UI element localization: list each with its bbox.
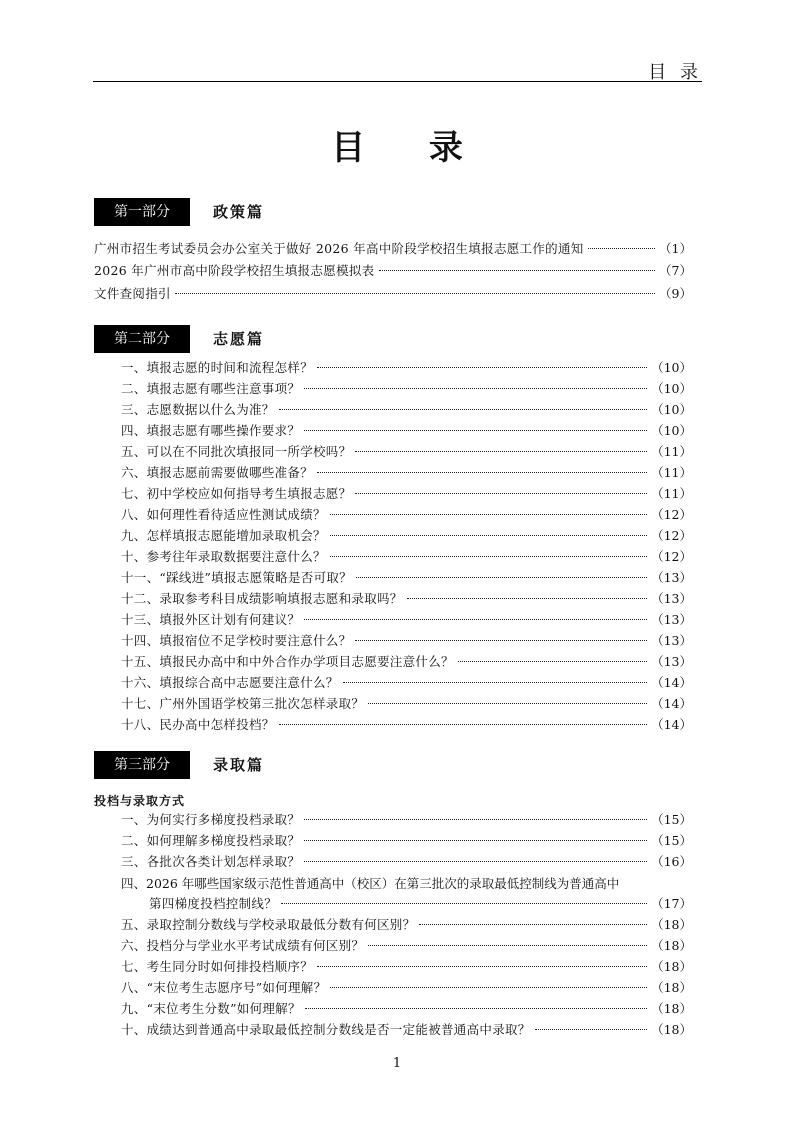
toc-entry-page: （18） <box>651 1001 692 1016</box>
dot-leader <box>279 724 647 725</box>
dot-leader <box>317 367 647 368</box>
part-badge: 第三部分 <box>94 751 190 779</box>
toc-entry-title: 三、志愿数据以什么为准？ <box>121 402 275 417</box>
toc-entry-title: 三、各批次各类计划怎样录取？ <box>121 854 301 869</box>
toc-entry-page: （10） <box>651 360 692 375</box>
toc-entry-page: （16） <box>651 854 692 869</box>
toc-entry-page: （18） <box>651 959 692 974</box>
toc-entry[interactable] <box>121 936 692 956</box>
part-name: 政策篇 <box>213 203 265 221</box>
toc-entry-page: （10） <box>651 381 692 396</box>
toc-entry-page: （13） <box>651 591 692 606</box>
toc-entry-page: （15） <box>651 812 692 827</box>
toc-entry-title: 十五、填报民办高中和中外合作办学项目志愿要注意什么？ <box>121 654 454 669</box>
toc-entry-title: 十、成绩达到普通高中录取最低控制分数线是否一定能被普通高中录取？ <box>121 1022 531 1037</box>
toc-entry[interactable] <box>121 978 692 998</box>
toc-entry[interactable] <box>121 852 692 872</box>
dot-leader <box>317 472 647 473</box>
toc-entry-page: （12） <box>651 528 692 543</box>
dot-leader <box>330 556 647 557</box>
toc-entry-title: 2026 年广州市高中阶段学校招生填报志愿模拟表 <box>94 263 375 278</box>
toc-entry-title: 五、可以在不同批次填报同一所学校吗？ <box>121 444 352 459</box>
toc-entry[interactable] <box>121 810 692 830</box>
toc-entry-page: （11） <box>651 465 692 480</box>
toc-entry[interactable] <box>94 284 692 304</box>
dot-leader <box>304 619 647 620</box>
toc-entry-page: （18） <box>651 938 692 953</box>
dot-leader <box>304 430 647 431</box>
toc-entry[interactable] <box>121 715 692 735</box>
toc-entry-title: 六、投档分与学业水平考试成绩有何区别？ <box>121 938 365 953</box>
toc-entry[interactable] <box>121 957 692 977</box>
toc-entry-title: 十二、录取参考科目成绩影响填报志愿和录取吗？ <box>121 591 403 606</box>
toc-entry[interactable] <box>121 694 692 714</box>
dot-leader <box>356 577 647 578</box>
toc-entry-title: 四、填报志愿有哪些操作要求？ <box>121 423 301 438</box>
dot-leader <box>175 293 655 294</box>
toc-entry-page: （1） <box>659 241 692 256</box>
toc-entry-title-continued: 第四梯度投档控制线？ <box>149 896 278 911</box>
dot-leader <box>588 248 655 249</box>
toc-entry-title: 一、填报志愿的时间和流程怎样？ <box>121 360 314 375</box>
toc-entry[interactable] <box>121 652 692 672</box>
dot-leader <box>368 703 647 704</box>
dot-leader <box>355 493 647 494</box>
toc-entry[interactable] <box>121 484 692 504</box>
toc-entry-page: （18） <box>651 980 692 995</box>
toc-entry-page: （7） <box>659 263 692 278</box>
toc-entry-page: （9） <box>659 286 692 301</box>
toc-entry-page: （18） <box>651 917 692 932</box>
toc-entry[interactable] <box>121 400 692 420</box>
toc-entry-page: （14） <box>651 717 692 732</box>
toc-entry[interactable] <box>121 631 692 651</box>
toc-entry-page: （11） <box>651 486 692 501</box>
dot-leader <box>355 640 647 641</box>
toc-entry[interactable] <box>121 831 692 851</box>
toc-entry-title: 十六、填报综合高中志愿要注意什么？ <box>121 675 339 690</box>
dot-leader <box>281 903 647 904</box>
dot-leader <box>279 409 647 410</box>
toc-entry-page: （11） <box>651 444 692 459</box>
toc-entry-page: （15） <box>651 833 692 848</box>
dot-leader <box>419 924 647 925</box>
toc-entry-title: 十一、“踩线进”填报志愿策略是否可取？ <box>121 570 352 585</box>
running-header <box>93 56 702 82</box>
toc-entry-page: （14） <box>651 675 692 690</box>
toc-entry[interactable] <box>121 915 692 935</box>
toc-entry[interactable] <box>121 999 692 1019</box>
toc-entry-title: 二、如何理解多梯度投档录取？ <box>121 833 301 848</box>
dot-leader <box>458 661 647 662</box>
toc-entry[interactable] <box>121 568 692 588</box>
toc-entry-title: 六、填报志愿前需要做哪些准备？ <box>121 465 314 480</box>
dot-leader <box>368 945 647 946</box>
toc-entry[interactable] <box>121 421 692 441</box>
toc-entry-title: 九、“末位考生分数”如何理解？ <box>121 1001 301 1016</box>
part-name: 志愿篇 <box>213 330 265 348</box>
toc-entry-title: 七、考生同分时如何排投档顺序？ <box>121 959 314 974</box>
toc-entry-title: 十四、填报宿位不足学校时要注意什么？ <box>121 633 352 648</box>
toc-entry[interactable] <box>121 673 692 693</box>
toc-entry-page: （13） <box>651 654 692 669</box>
toc-entry-title: 八、“末位考生志愿序号”如何理解？ <box>121 980 327 995</box>
toc-entry[interactable] <box>121 358 692 378</box>
toc-entry-page: （14） <box>651 696 692 711</box>
toc-entry-page: （18） <box>651 1022 692 1037</box>
toc-entry-title: 七、初中学校应如何指导考生填报志愿？ <box>121 486 352 501</box>
toc-entry-title[interactable]: 四、2026 年哪些国家级示范性普通高中（校区）在第三批次的录取最低控制线为普通高中 <box>121 876 620 891</box>
toc-entry-page: （13） <box>651 612 692 627</box>
dot-leader <box>330 987 647 988</box>
toc-entry[interactable] <box>121 547 692 567</box>
toc-entry[interactable] <box>121 463 692 483</box>
dot-leader <box>330 535 647 536</box>
part-badge: 第一部分 <box>94 198 190 226</box>
toc-entry-title: 十八、民办高中怎样投档？ <box>121 717 275 732</box>
toc-entry[interactable] <box>121 589 692 609</box>
running-header-title: 目 录 <box>648 62 702 83</box>
toc-entry-title: 一、为何实行多梯度投档录取？ <box>121 812 301 827</box>
toc-entry-page: （17） <box>651 896 692 911</box>
toc-entry-page: （12） <box>651 549 692 564</box>
dot-leader <box>535 1029 647 1030</box>
toc-entry[interactable] <box>149 894 692 914</box>
toc-entry[interactable] <box>121 379 692 399</box>
page-number: 1 <box>392 1056 402 1071</box>
toc-entry[interactable] <box>121 610 692 630</box>
dot-leader <box>407 598 647 599</box>
dot-leader <box>304 861 647 862</box>
part-name: 录取篇 <box>213 756 265 774</box>
dot-leader <box>379 270 656 271</box>
toc-entry-title: 二、填报志愿有哪些注意事项？ <box>121 381 301 396</box>
toc-entry-page: （13） <box>651 570 692 585</box>
toc-entry[interactable] <box>94 239 692 259</box>
toc-entry[interactable] <box>121 442 692 462</box>
toc-entry-page: （10） <box>651 423 692 438</box>
toc-entry-page: （13） <box>651 633 692 648</box>
dot-leader <box>317 966 647 967</box>
dot-leader <box>304 840 647 841</box>
dot-leader <box>304 819 647 820</box>
dot-leader <box>304 388 647 389</box>
toc-entry-title: 五、录取控制分数线与学校录取最低分数有何区别？ <box>121 917 416 932</box>
toc-entry[interactable] <box>121 526 692 546</box>
toc-entry-title: 文件查阅指引 <box>94 286 171 301</box>
dot-leader <box>343 682 647 683</box>
toc-entry[interactable] <box>121 505 692 525</box>
dot-leader <box>355 451 647 452</box>
dot-leader <box>305 1008 647 1009</box>
toc-entry-title: 十、参考往年录取数据要注意什么？ <box>121 549 326 564</box>
toc-entry-page: （10） <box>651 402 692 417</box>
page-title: 目 录 <box>331 128 489 168</box>
toc-entry-title: 十三、填报外区计划有何建议？ <box>121 612 301 627</box>
toc-entry[interactable] <box>94 261 692 281</box>
section-subheading: 投档与录取方式 <box>94 794 186 808</box>
toc-entry-title: 十七、广州外国语学校第三批次怎样录取？ <box>121 696 365 711</box>
part-badge: 第二部分 <box>94 325 190 353</box>
toc-entry-title: 九、怎样填报志愿能增加录取机会？ <box>121 528 326 543</box>
dot-leader <box>330 514 647 515</box>
toc-entry[interactable] <box>121 1020 692 1040</box>
toc-entry-title: 广州市招生考试委员会办公室关于做好 2026 年高中阶段学校招生填报志愿工作的通知 <box>94 241 584 256</box>
toc-entry-page: （12） <box>651 507 692 522</box>
toc-entry-title: 八、如何理性看待适应性测试成绩？ <box>121 507 326 522</box>
